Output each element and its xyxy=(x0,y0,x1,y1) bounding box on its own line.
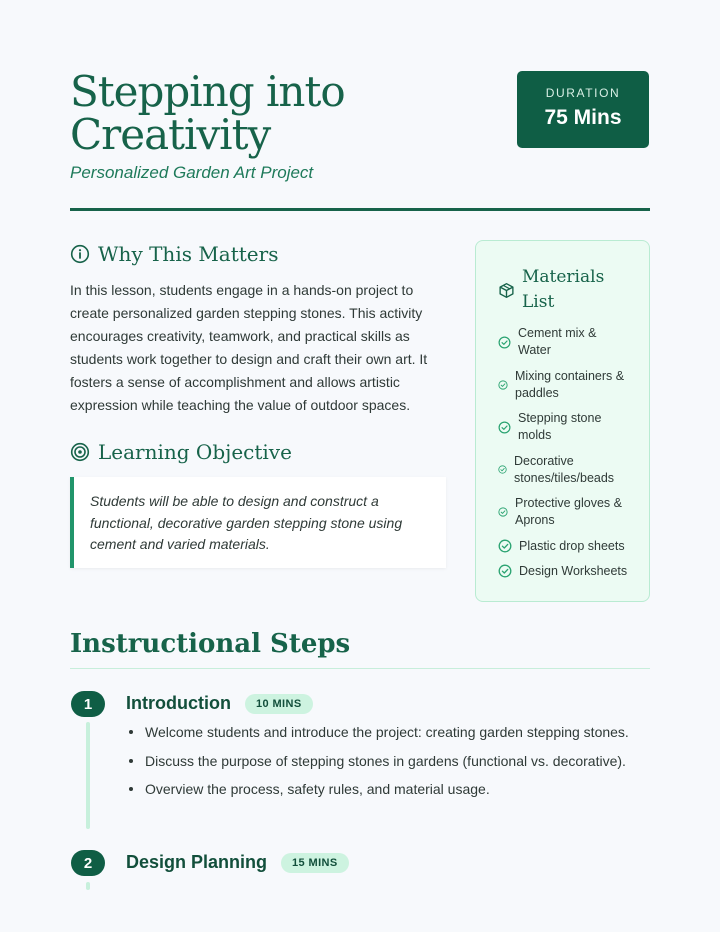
objective-heading-text: Learning Objective xyxy=(98,440,292,464)
target-icon xyxy=(70,442,90,462)
material-item xyxy=(498,325,648,359)
duration-label: DURATION xyxy=(545,86,621,100)
material-label: Mixing containers & paddles xyxy=(515,368,625,400)
check-circle-icon xyxy=(498,564,512,578)
list-item: Discuss the purpose of stepping stones in gardens (functional vs. decorative). xyxy=(126,751,650,771)
material-item xyxy=(498,410,648,444)
steps-divider xyxy=(70,668,650,669)
material-label: Design Worksheets xyxy=(519,563,628,578)
steps-heading: Instructional Steps xyxy=(70,629,351,659)
materials-list xyxy=(498,325,648,588)
step-title-row xyxy=(126,693,313,714)
why-heading-text: Why This Matters xyxy=(98,242,279,266)
check-circle-icon xyxy=(498,507,508,517)
page-subtitle: Personalized Garden Art Project xyxy=(70,163,314,182)
page-title: Stepping into Creativity xyxy=(70,67,345,159)
material-item xyxy=(498,538,648,555)
box-icon xyxy=(498,282,515,299)
list-item: Overview the process, safety rules, and material usage. xyxy=(126,779,650,799)
material-item xyxy=(498,495,648,529)
check-circle-icon xyxy=(498,380,508,390)
step-number-badge: 2 xyxy=(71,850,105,876)
header-divider xyxy=(70,208,650,211)
step-duration-badge: 10 MINS xyxy=(245,694,313,714)
check-circle-icon xyxy=(498,539,512,553)
material-label: Decorative stones/tiles/beads xyxy=(514,453,615,485)
step-title: Design Planning xyxy=(126,852,268,872)
step-title-row xyxy=(126,852,349,873)
step-title: Introduction xyxy=(126,693,231,713)
why-body: In this lesson, students engage in a hands-on project to create personalized garden stepping stones. This activity encourages creativity, teamwork, and practical skills as students work together to design and craft their own art. It fosters a sense of accomplishment and allows artistic expression while teaching the value of outdoor spaces. xyxy=(70,282,428,413)
materials-card xyxy=(475,240,650,602)
materials-heading-text: Materials List xyxy=(522,267,605,312)
step-connector xyxy=(86,722,90,829)
material-item xyxy=(498,368,648,402)
material-item xyxy=(498,563,648,580)
why-heading xyxy=(70,242,278,266)
check-circle-icon xyxy=(498,336,511,349)
materials-heading xyxy=(498,265,605,315)
material-label: Protective gloves & Aprons xyxy=(515,496,622,527)
material-item xyxy=(498,453,648,487)
material-label: Stepping stone molds xyxy=(518,411,602,442)
duration-card xyxy=(517,71,649,148)
step-connector xyxy=(86,882,90,890)
step-number-badge: 1 xyxy=(71,691,105,717)
objective-heading xyxy=(70,440,292,464)
info-icon xyxy=(70,244,90,264)
objective-callout: Students will be able to design and construct a functional, decorative garden stepping stone using cement and varied materials. xyxy=(70,477,446,568)
step-duration-badge: 15 MINS xyxy=(281,853,349,873)
step-bullet-list xyxy=(126,722,650,808)
list-item: Welcome students and introduce the project: creating garden stepping stones. xyxy=(126,722,650,742)
duration-value: 75 Mins xyxy=(544,106,622,129)
material-label: Cement mix & Water xyxy=(518,326,597,357)
material-label: Plastic drop sheets xyxy=(519,538,625,553)
check-circle-icon xyxy=(498,465,507,474)
check-circle-icon xyxy=(498,421,511,434)
